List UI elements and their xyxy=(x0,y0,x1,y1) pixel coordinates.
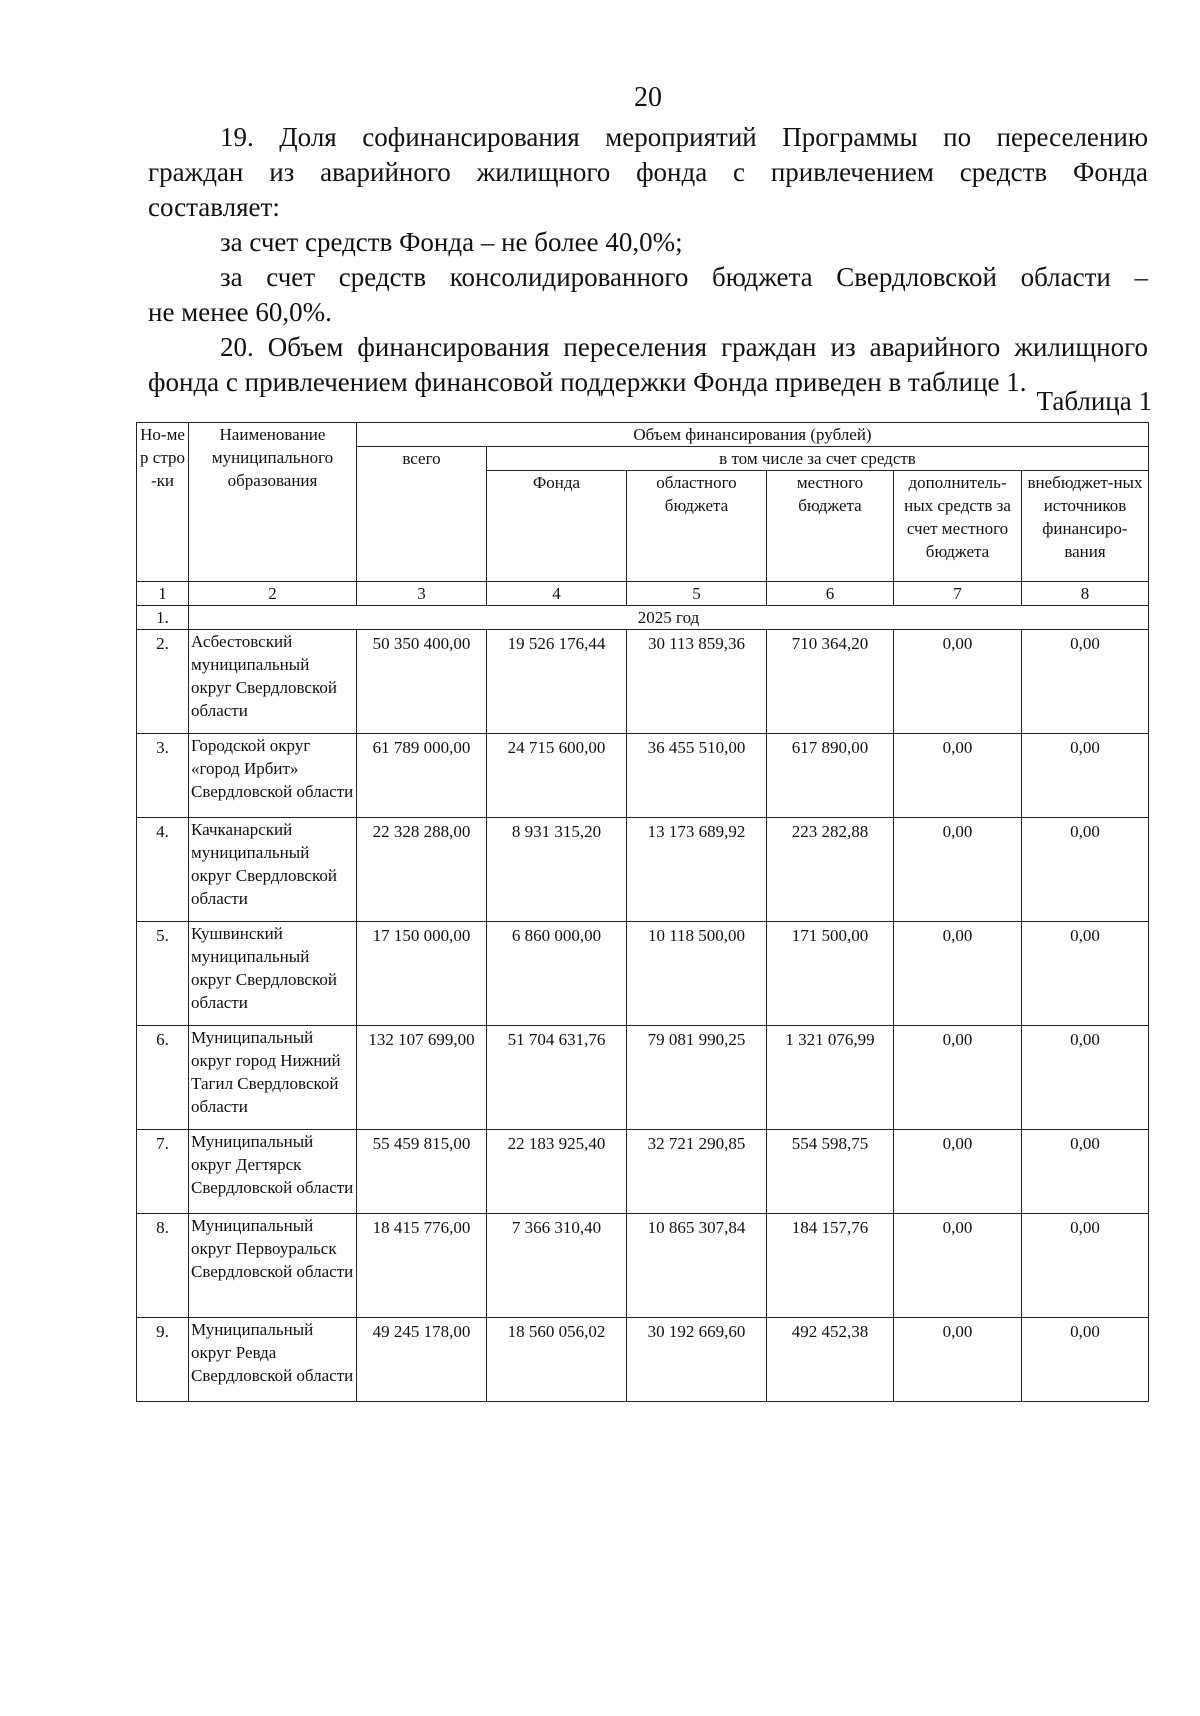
cell-num: 4. xyxy=(137,818,189,922)
cell-local: 710 364,20 xyxy=(767,630,894,734)
year-row-number: 1. xyxy=(137,606,189,630)
table-caption: Таблица 1 xyxy=(1036,386,1152,416)
cell-num: 3. xyxy=(137,734,189,818)
header-name: Наименование муниципального образования xyxy=(189,423,357,582)
cell-num: 7. xyxy=(137,1130,189,1214)
cell-name: Асбестовский муниципальный округ Свердловской области xyxy=(189,630,357,734)
paragraph-19-line-4: за счет средств Фонда – не более 40,0%; xyxy=(220,227,683,257)
cell-local: 223 282,88 xyxy=(767,818,894,922)
cell-local: 1 321 076,99 xyxy=(767,1026,894,1130)
cell-additional: 0,00 xyxy=(894,630,1022,734)
column-numbers-row xyxy=(137,582,1149,606)
cell-num: 6. xyxy=(137,1026,189,1130)
cell-name: Муниципальный округ Первоуральск Свердловской области xyxy=(189,1214,357,1318)
cell-num: 9. xyxy=(137,1318,189,1402)
cell-name: Муниципальный округ Дегтярск Свердловской области xyxy=(189,1130,357,1214)
cell-fund: 19 526 176,44 xyxy=(487,630,627,734)
cell-total: 55 459 815,00 xyxy=(357,1130,487,1214)
cell-num: 5. xyxy=(137,922,189,1026)
cell-total: 22 328 288,00 xyxy=(357,818,487,922)
table-row xyxy=(137,734,1149,818)
column-number: 8 xyxy=(1022,582,1149,606)
cell-total: 17 150 000,00 xyxy=(357,922,487,1026)
cell-local: 554 598,75 xyxy=(767,1130,894,1214)
table-row xyxy=(137,1318,1149,1402)
header-local: местного бюджета xyxy=(767,471,894,582)
header-volume: Объем финансирования (рублей) xyxy=(357,423,1149,447)
year-row xyxy=(137,606,1149,630)
cell-fund: 51 704 631,76 xyxy=(487,1026,627,1130)
cell-additional: 0,00 xyxy=(894,818,1022,922)
cell-regional: 32 721 290,85 xyxy=(627,1130,767,1214)
cell-additional: 0,00 xyxy=(894,1318,1022,1402)
cell-regional: 36 455 510,00 xyxy=(627,734,767,818)
cell-extra: 0,00 xyxy=(1022,1130,1149,1214)
cell-regional: 10 865 307,84 xyxy=(627,1214,767,1318)
column-number: 6 xyxy=(767,582,894,606)
table-row xyxy=(137,1130,1149,1214)
cell-name: Муниципальный округ город Нижний Тагил Свердловской области xyxy=(189,1026,357,1130)
paragraph-20-line-1-text: 20. Объем финансирования переселения граждан из аварийного жилищного xyxy=(220,332,1148,362)
cell-name: Кушвинский муниципальный округ Свердловской области xyxy=(189,922,357,1026)
cell-fund: 6 860 000,00 xyxy=(487,922,627,1026)
cell-total: 49 245 178,00 xyxy=(357,1318,487,1402)
cell-extra: 0,00 xyxy=(1022,1026,1149,1130)
financing-table xyxy=(136,422,1149,1402)
year-label: 2025 год xyxy=(189,606,1149,630)
header-regional: областного бюджета xyxy=(627,471,767,582)
cell-additional: 0,00 xyxy=(894,734,1022,818)
cell-fund: 24 715 600,00 xyxy=(487,734,627,818)
column-number: 5 xyxy=(627,582,767,606)
column-number: 1 xyxy=(137,582,189,606)
paragraph-19-line-5 xyxy=(220,262,1148,293)
cell-local: 171 500,00 xyxy=(767,922,894,1026)
table-row xyxy=(137,818,1149,922)
cell-total: 50 350 400,00 xyxy=(357,630,487,734)
cell-local: 184 157,76 xyxy=(767,1214,894,1318)
paragraph-20-line-1 xyxy=(220,332,1148,363)
cell-fund: 7 366 310,40 xyxy=(487,1214,627,1318)
table-row xyxy=(137,630,1149,734)
cell-fund: 8 931 315,20 xyxy=(487,818,627,922)
header-row-number: Но-мер стро-ки xyxy=(137,423,189,582)
paragraph-20-line-2: фонда с привлечением финансовой поддержки Фонда приведен в таблице 1. xyxy=(148,367,1027,397)
page-number: 20 xyxy=(634,82,662,113)
cell-extra: 0,00 xyxy=(1022,818,1149,922)
header-total: всего xyxy=(357,447,487,582)
cell-regional: 30 192 669,60 xyxy=(627,1318,767,1402)
column-number: 2 xyxy=(189,582,357,606)
cell-num: 2. xyxy=(137,630,189,734)
cell-name: Городской округ «город Ирбит» Свердловской области xyxy=(189,734,357,818)
cell-extra: 0,00 xyxy=(1022,1214,1149,1318)
cell-additional: 0,00 xyxy=(894,922,1022,1026)
header-including: в том числе за счет средств xyxy=(487,447,1149,471)
cell-regional: 10 118 500,00 xyxy=(627,922,767,1026)
cell-extra: 0,00 xyxy=(1022,922,1149,1026)
cell-extra: 0,00 xyxy=(1022,630,1149,734)
cell-name: Муниципальный округ Ревда Свердловской области xyxy=(189,1318,357,1402)
cell-additional: 0,00 xyxy=(894,1130,1022,1214)
header-additional: дополнитель-ных средств за счет местного бюджета xyxy=(894,471,1022,582)
cell-total: 61 789 000,00 xyxy=(357,734,487,818)
cell-total: 132 107 699,00 xyxy=(357,1026,487,1130)
paragraph-19-line-2-text: граждан из аварийного жилищного фонда с привлечением средств Фонда xyxy=(148,157,1148,187)
cell-total: 18 415 776,00 xyxy=(357,1214,487,1318)
cell-additional: 0,00 xyxy=(894,1026,1022,1130)
table-row xyxy=(137,1026,1149,1130)
cell-name: Качканарский муниципальный округ Свердловской области xyxy=(189,818,357,922)
cell-additional: 0,00 xyxy=(894,1214,1022,1318)
cell-extra: 0,00 xyxy=(1022,1318,1149,1402)
paragraph-19-line-1 xyxy=(220,122,1148,153)
cell-regional: 79 081 990,25 xyxy=(627,1026,767,1130)
table-row xyxy=(137,1214,1149,1318)
header-fund: Фонда xyxy=(487,471,627,582)
paragraph-19-line-2 xyxy=(148,157,1148,188)
paragraph-19-line-1-text: 19. Доля софинансирования мероприятий Программы по переселению xyxy=(220,122,1148,152)
paragraph-19-line-5-text: за счет средств консолидированного бюджета Свердловской области – xyxy=(220,262,1148,292)
cell-extra: 0,00 xyxy=(1022,734,1149,818)
cell-local: 617 890,00 xyxy=(767,734,894,818)
column-number: 4 xyxy=(487,582,627,606)
table-row xyxy=(137,922,1149,1026)
cell-num: 8. xyxy=(137,1214,189,1318)
cell-regional: 30 113 859,36 xyxy=(627,630,767,734)
paragraph-19-line-3: составляет: xyxy=(148,192,280,222)
cell-fund: 18 560 056,02 xyxy=(487,1318,627,1402)
cell-fund: 22 183 925,40 xyxy=(487,1130,627,1214)
paragraph-19-line-6: не менее 60,0%. xyxy=(148,297,332,327)
cell-local: 492 452,38 xyxy=(767,1318,894,1402)
header-extra: внебюджет-ных источников финансиро-вания xyxy=(1022,471,1149,582)
cell-regional: 13 173 689,92 xyxy=(627,818,767,922)
column-number: 7 xyxy=(894,582,1022,606)
column-number: 3 xyxy=(357,582,487,606)
